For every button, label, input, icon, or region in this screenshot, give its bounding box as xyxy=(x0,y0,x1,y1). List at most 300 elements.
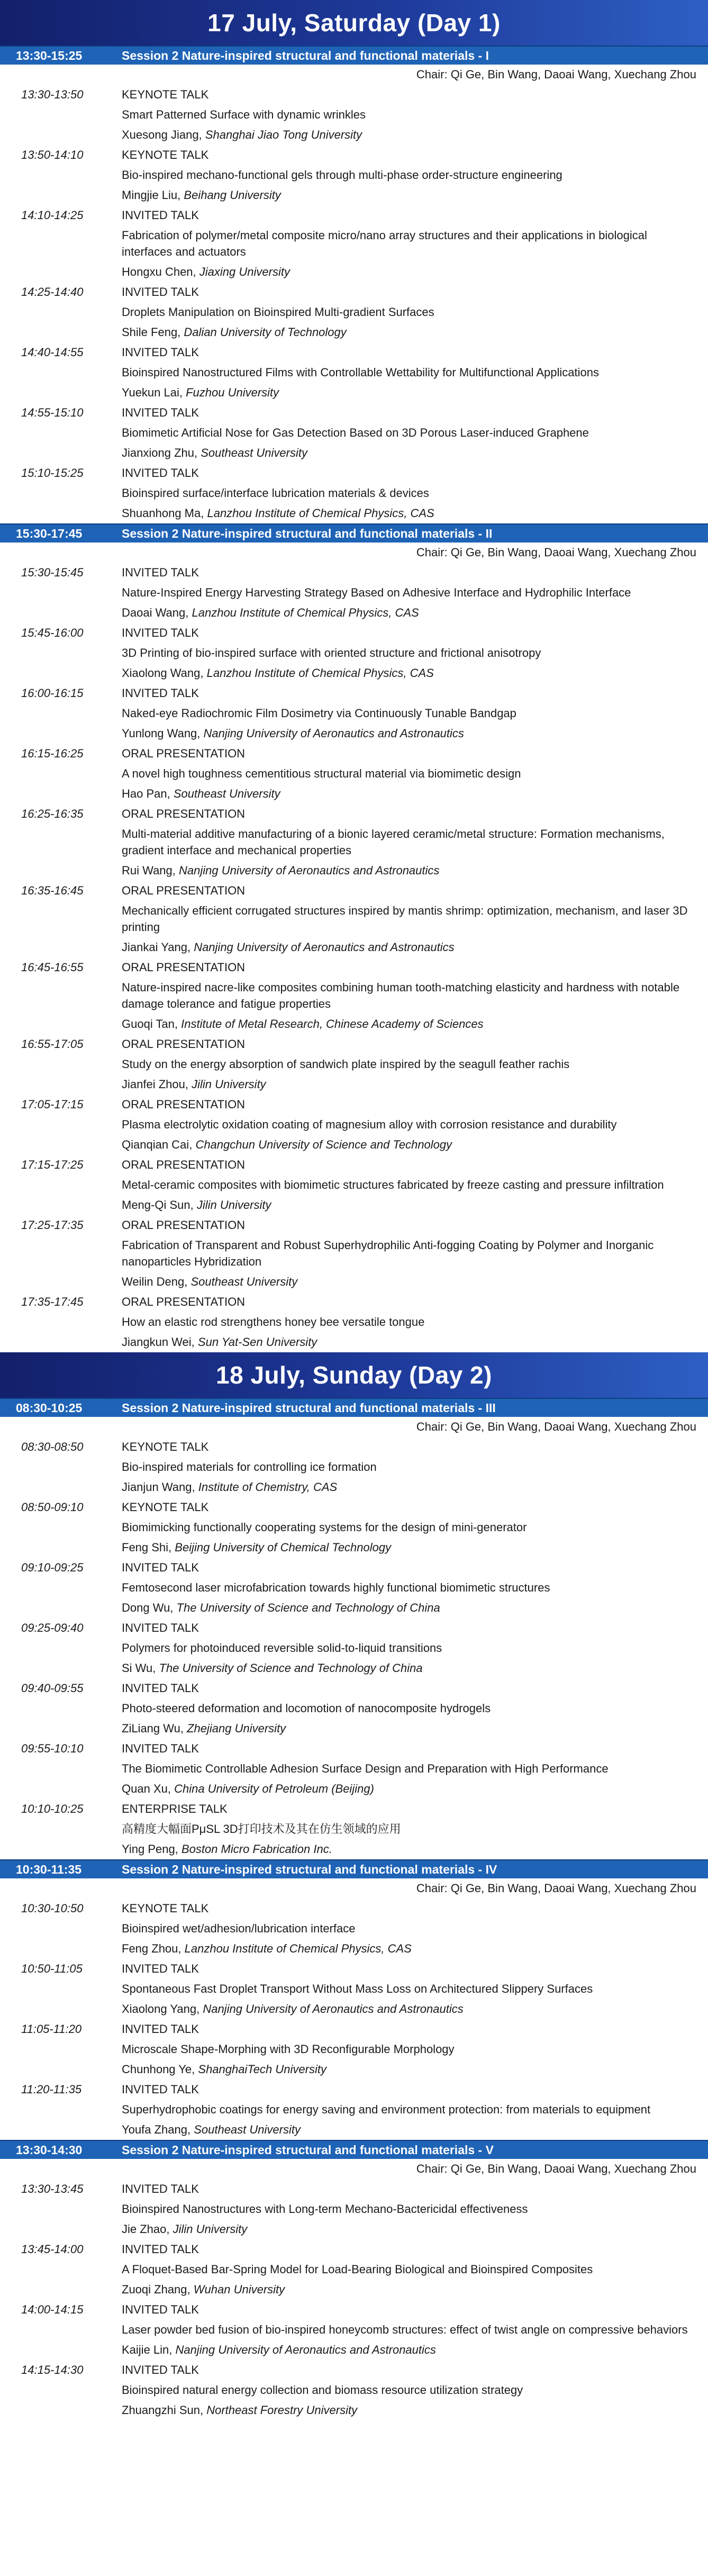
speaker-name: Xiaolong Wang, xyxy=(122,666,204,680)
speaker-affiliation: Beijing University of Chemical Technology xyxy=(175,1541,392,1554)
talk-title: Fabrication of Transparent and Robust Superhydrophilic Anti-fogging Coating by Polymer and Inorganic nanoparticles Hybridization xyxy=(122,1239,654,1268)
talk-speaker xyxy=(122,1658,697,1678)
talk-body xyxy=(122,1155,708,1215)
talk-type: INVITED TALK xyxy=(122,406,199,419)
talk-type: INVITED TALK xyxy=(122,1561,199,1574)
talk-row xyxy=(0,563,708,623)
talk-body xyxy=(122,342,708,403)
talk-speaker xyxy=(122,443,697,463)
talk-speaker xyxy=(122,1779,697,1799)
speaker-affiliation: Lanzhou Institute of Chemical Physics, CAS xyxy=(184,1942,412,1955)
talk-title: Nature-inspired nacre-like composites combining human tooth-matching elasticity and hardness with notable damage tolerance and fatigue properties xyxy=(122,981,680,1010)
talk-type: INVITED TALK xyxy=(122,2022,199,2036)
talk-type: ORAL PRESENTATION xyxy=(122,884,246,897)
talk-title: Femtosecond laser microfabrication towards highly functional biomimetic structures xyxy=(122,1581,550,1594)
talk-body xyxy=(122,1899,708,1959)
talk-row xyxy=(0,85,708,145)
speaker-name: Rui Wang, xyxy=(122,864,176,877)
talk-title: Photo-steered deformation and locomotion of nanocomposite hydrogels xyxy=(122,1702,491,1715)
talk-time: 11:20-11:35 xyxy=(21,2083,82,2096)
talk-body xyxy=(122,1034,708,1095)
talk-body xyxy=(122,563,708,623)
speaker-name: Jianxiong Zhu, xyxy=(122,446,198,459)
talk-speaker xyxy=(122,2059,697,2080)
speaker-affiliation: Lanzhou Institute of Chemical Physics, CAS xyxy=(192,606,419,619)
speaker-affiliation: Institute of Chemistry, CAS xyxy=(198,1480,338,1494)
talk-title: Droplets Manipulation on Bioinspired Multi-gradient Surfaces xyxy=(122,305,434,319)
talk-title: Metal-ceramic composites with biomimetic structures fabricated by freeze casting and pressure infiltration xyxy=(122,1178,664,1191)
talk-speaker xyxy=(122,1135,697,1155)
talk-time: 15:30-15:45 xyxy=(21,566,84,579)
speaker-name: Jiankai Yang, xyxy=(122,941,191,954)
talk-time: 15:45-16:00 xyxy=(21,626,84,639)
talk-row xyxy=(0,282,708,342)
talk-body xyxy=(122,1799,708,1859)
talk-row xyxy=(0,2300,708,2360)
talk-type: INVITED TALK xyxy=(122,209,199,222)
talk-row xyxy=(0,1558,708,1618)
speaker-name: Si Wu, xyxy=(122,1661,156,1675)
talk-body xyxy=(122,1497,708,1558)
talk-time: 10:50-11:05 xyxy=(21,1962,83,1975)
speaker-name: Qianqian Cai, xyxy=(122,1138,193,1151)
talk-body xyxy=(122,804,708,881)
talk-time: 09:55-10:10 xyxy=(21,1742,84,1755)
talk-row xyxy=(0,744,708,804)
talk-body xyxy=(122,957,708,1034)
talk-title: Plasma electrolytic oxidation coating of magnesium alloy with corrosion resistance and durability xyxy=(122,1118,617,1131)
speaker-name: Zhuangzhi Sun, xyxy=(122,2403,204,2417)
talk-type: INVITED TALK xyxy=(122,2363,199,2376)
talk-row xyxy=(0,1292,708,1352)
talk-type: ORAL PRESENTATION xyxy=(122,1295,246,1308)
talk-time: 09:25-09:40 xyxy=(21,1621,84,1634)
talk-type: ORAL PRESENTATION xyxy=(122,1158,246,1171)
speaker-name: Zuoqi Zhang, xyxy=(122,2283,190,2296)
talk-body xyxy=(122,623,708,683)
speaker-name: Weilin Deng, xyxy=(122,1275,188,1288)
talk-title: A Floquet-Based Bar-Spring Model for Load-Bearing Biological and Bioinspired Composites xyxy=(122,2263,593,2276)
talk-type: INVITED TALK xyxy=(122,2303,199,2316)
talk-type: INVITED TALK xyxy=(122,626,199,639)
speaker-name: Daoai Wang, xyxy=(122,606,189,619)
talk-speaker xyxy=(122,503,697,523)
talk-body xyxy=(122,282,708,342)
speaker-affiliation: Institute of Metal Research, Chinese Academy of Sciences xyxy=(181,1017,484,1031)
talk-row xyxy=(0,623,708,683)
talk-row xyxy=(0,881,708,957)
talk-speaker xyxy=(122,1332,697,1352)
talk-time: 16:00-16:15 xyxy=(21,686,84,700)
talk-type: INVITED TALK xyxy=(122,285,199,299)
talk-speaker xyxy=(122,2280,697,2300)
talk-body xyxy=(122,1739,708,1799)
talk-time: 16:35-16:45 xyxy=(21,884,84,897)
speaker-name: Feng Shi, xyxy=(122,1541,172,1554)
talk-title: Laser powder bed fusion of bio-inspired honeycomb structures: effect of twist angle on compressive behaviors xyxy=(122,2323,688,2336)
session-bar xyxy=(0,1859,708,1878)
speaker-affiliation: Beihang University xyxy=(184,188,281,202)
talk-title: Bio-inspired mechano-functional gels through multi-phase order-structure engineering xyxy=(122,168,562,182)
speaker-affiliation: Lanzhou Institute of Chemical Physics, CAS xyxy=(207,507,434,520)
talk-type: ORAL PRESENTATION xyxy=(122,747,246,760)
speaker-name: Shuanhong Ma, xyxy=(122,507,204,520)
talk-time: 09:40-09:55 xyxy=(21,1682,84,1695)
talk-title: Multi-material additive manufacturing of a bionic layered ceramic/metal structure: Formation mechanisms, gradient interface and mechanical properties xyxy=(122,827,665,857)
day-sessions xyxy=(0,46,708,1352)
talk-body xyxy=(122,2019,708,2080)
talk-speaker xyxy=(122,1272,697,1292)
speaker-affiliation: Nanjing University of Aeronautics and Astronautics xyxy=(179,864,440,877)
talk-row xyxy=(0,1899,708,1959)
talk-time: 13:30-13:50 xyxy=(21,88,84,101)
talk-time: 08:30-08:50 xyxy=(21,1440,84,1453)
talk-body xyxy=(122,1678,708,1739)
talk-row xyxy=(0,463,708,523)
talk-row xyxy=(0,2360,708,2420)
speaker-name: ZiLiang Wu, xyxy=(122,1722,184,1735)
talk-time: 16:15-16:25 xyxy=(21,747,84,760)
speaker-name: Xuesong Jiang, xyxy=(122,128,202,141)
talk-row xyxy=(0,1034,708,1095)
talk-type: INVITED TALK xyxy=(122,686,199,700)
talk-speaker xyxy=(122,937,697,957)
day-header xyxy=(0,0,708,46)
talk-speaker xyxy=(122,383,697,403)
talk-body xyxy=(122,85,708,145)
talk-row xyxy=(0,205,708,282)
talk-title: Biomimetic Artificial Nose for Gas Detection Based on 3D Porous Laser-induced Graphene xyxy=(122,426,589,439)
talk-row xyxy=(0,1215,708,1292)
talk-body xyxy=(122,881,708,957)
session-block xyxy=(0,46,708,523)
talk-list xyxy=(0,85,708,523)
talk-body xyxy=(122,2300,708,2360)
talk-row xyxy=(0,1437,708,1497)
talk-time: 13:30-13:45 xyxy=(21,2182,84,2195)
session-block xyxy=(0,1398,708,1859)
talk-speaker xyxy=(122,2120,697,2140)
talk-row xyxy=(0,2239,708,2300)
talk-time: 16:25-16:35 xyxy=(21,807,84,820)
talk-speaker xyxy=(122,861,697,881)
talk-type: ORAL PRESENTATION xyxy=(122,1098,246,1111)
talk-body xyxy=(122,1959,708,2019)
talk-body xyxy=(122,2360,708,2420)
talk-time: 16:55-17:05 xyxy=(21,1037,84,1051)
session-chair: Chair: Qi Ge, Bin Wang, Daoai Wang, Xuechang Zhou xyxy=(416,68,696,81)
talk-time: 16:45-16:55 xyxy=(21,961,84,974)
talk-title: Naked-eye Radiochromic Film Dosimetry via Continuously Tunable Bandgap xyxy=(122,707,516,720)
talk-time: 08:50-09:10 xyxy=(21,1501,84,1514)
talk-body xyxy=(122,1558,708,1618)
talk-type: INVITED TALK xyxy=(122,1682,199,1695)
talk-speaker xyxy=(122,603,697,623)
speaker-name: Mingjie Liu, xyxy=(122,188,181,202)
day-title: 17 July, Saturday (Day 1) xyxy=(207,9,501,37)
talk-speaker xyxy=(122,1014,697,1034)
speaker-affiliation: Nanjing University of Aeronautics and Astronautics xyxy=(175,2343,436,2356)
talk-type: INVITED TALK xyxy=(122,1962,199,1975)
talk-body xyxy=(122,1437,708,1497)
speaker-name: Feng Zhou, xyxy=(122,1942,181,1955)
talk-time: 13:50-14:10 xyxy=(21,148,84,161)
talk-title: Microscale Shape-Morphing with 3D Reconfigurable Morphology xyxy=(122,2042,455,2056)
session-title: Session 2 Nature-inspired structural and functional materials - III xyxy=(122,1400,496,1415)
session-block xyxy=(0,523,708,1352)
session-bar xyxy=(0,46,708,65)
talk-body xyxy=(122,2080,708,2140)
talk-type: ORAL PRESENTATION xyxy=(122,1037,246,1051)
talk-list xyxy=(0,563,708,1352)
talk-time: 09:10-09:25 xyxy=(21,1561,84,1574)
speaker-affiliation: Southeast University xyxy=(190,1275,298,1288)
speaker-name: Quan Xu, xyxy=(122,1782,171,1795)
talk-speaker xyxy=(122,663,697,683)
speaker-affiliation: The University of Science and Technology of China xyxy=(159,1661,423,1675)
speaker-affiliation: Changchun University of Science and Technology xyxy=(195,1138,452,1151)
talk-list xyxy=(0,2179,708,2420)
session-time: 13:30-15:25 xyxy=(16,48,83,62)
talk-type: INVITED TALK xyxy=(122,1742,199,1755)
session-title: Session 2 Nature-inspired structural and functional materials - IV xyxy=(122,1862,497,1876)
talk-row xyxy=(0,1497,708,1558)
session-chair: Chair: Qi Ge, Bin Wang, Daoai Wang, Xuechang Zhou xyxy=(416,1420,696,1433)
talk-body xyxy=(122,1215,708,1292)
talk-time: 10:10-10:25 xyxy=(21,1802,84,1815)
talk-time: 17:25-17:35 xyxy=(21,1218,84,1232)
talk-type: INVITED TALK xyxy=(122,2083,199,2096)
session-bar xyxy=(0,2140,708,2159)
talk-title: 高精度大幅面PμSL 3D打印技术及其在仿生领域的应用 xyxy=(122,1822,401,1836)
talk-type: KEYNOTE TALK xyxy=(122,148,209,161)
talk-list xyxy=(0,1899,708,2140)
speaker-name: Hao Pan, xyxy=(122,787,170,800)
talk-type: KEYNOTE TALK xyxy=(122,88,209,101)
talk-time: 17:05-17:15 xyxy=(21,1098,84,1111)
talk-body xyxy=(122,1292,708,1352)
talk-speaker xyxy=(122,1195,697,1215)
speaker-name: Jie Zhao, xyxy=(122,2222,170,2236)
talk-type: INVITED TALK xyxy=(122,2182,199,2195)
talk-title: Bioinspired Nanostructured Films with Controllable Wettability for Multifunctional Applications xyxy=(122,366,599,379)
talk-speaker xyxy=(122,125,697,145)
talk-time: 14:00-14:15 xyxy=(21,2303,84,2316)
talk-row xyxy=(0,1678,708,1739)
talk-speaker xyxy=(122,2219,697,2239)
talk-row xyxy=(0,1618,708,1678)
talk-type: KEYNOTE TALK xyxy=(122,1501,209,1514)
talk-title: Study on the energy absorption of sandwich plate inspired by the seagull feather rachis xyxy=(122,1057,570,1071)
session-title: Session 2 Nature-inspired structural and functional materials - II xyxy=(122,526,493,540)
talk-body xyxy=(122,2179,708,2239)
speaker-name: Yunlong Wang, xyxy=(122,727,201,740)
speaker-affiliation: Southeast University xyxy=(201,446,307,459)
talk-speaker xyxy=(122,185,697,205)
talk-time: 14:25-14:40 xyxy=(21,285,84,299)
talk-body xyxy=(122,683,708,744)
talk-row xyxy=(0,1739,708,1799)
speaker-name: Shile Feng, xyxy=(122,326,181,339)
talk-title: Bioinspired wet/adhesion/lubrication interface xyxy=(122,1922,356,1935)
session-chair: Chair: Qi Ge, Bin Wang, Daoai Wang, Xuechang Zhou xyxy=(416,2162,696,2175)
talk-speaker xyxy=(122,1074,697,1095)
speaker-name: Jiangkun Wei, xyxy=(122,1335,195,1349)
talk-type: ENTERPRISE TALK xyxy=(122,1802,228,1815)
talk-row xyxy=(0,2019,708,2080)
session-time: 10:30-11:35 xyxy=(16,1862,82,1876)
talk-title: Bioinspired Nanostructures with Long-term Mechano-Bactericidal effectiveness xyxy=(122,2202,528,2216)
speaker-affiliation: Nanjing University of Aeronautics and Astronautics xyxy=(194,941,455,954)
talk-title: The Biomimetic Controllable Adhesion Surface Design and Preparation with High Performance xyxy=(122,1762,609,1775)
talk-row xyxy=(0,957,708,1034)
speaker-name: Meng-Qi Sun, xyxy=(122,1198,194,1212)
talk-title: How an elastic rod strengthens honey bee versatile tongue xyxy=(122,1315,425,1328)
speaker-affiliation: Boston Micro Fabrication Inc. xyxy=(181,1842,332,1856)
talk-body xyxy=(122,205,708,282)
session-title: Session 2 Nature-inspired structural and functional materials - I xyxy=(122,48,489,62)
talk-title: Mechanically efficient corrugated structures inspired by mantis shrimp: optimization, mechanism, and laser 3D printing xyxy=(122,904,688,934)
talk-title: 3D Printing of bio-inspired surface with oriented structure and frictional anisotropy xyxy=(122,646,541,659)
talk-row xyxy=(0,2080,708,2140)
speaker-name: Dong Wu, xyxy=(122,1601,174,1614)
talk-type: INVITED TALK xyxy=(122,1621,199,1634)
talk-speaker xyxy=(122,724,697,744)
day-title: 18 July, Sunday (Day 2) xyxy=(216,1361,492,1389)
talk-time: 15:10-15:25 xyxy=(21,466,84,480)
speaker-affiliation: Sun Yat-Sen University xyxy=(197,1335,317,1349)
speaker-name: Jianjun Wang, xyxy=(122,1480,195,1494)
speaker-affiliation: Southeast University xyxy=(194,2123,301,2136)
talk-type: INVITED TALK xyxy=(122,2243,199,2256)
day-header xyxy=(0,1352,708,1398)
session-chair: Chair: Qi Ge, Bin Wang, Daoai Wang, Xuechang Zhou xyxy=(416,546,696,559)
talk-body xyxy=(122,1618,708,1678)
session-bar xyxy=(0,1398,708,1417)
session-block xyxy=(0,1859,708,2140)
talk-type: ORAL PRESENTATION xyxy=(122,961,246,974)
speaker-affiliation: Jilin University xyxy=(173,2222,248,2236)
talk-body xyxy=(122,403,708,463)
speaker-name: Jianfei Zhou, xyxy=(122,1078,188,1091)
talk-speaker xyxy=(122,1999,697,2019)
speaker-affiliation: ShanghaiTech University xyxy=(198,2063,326,2076)
speaker-name: Youfa Zhang, xyxy=(122,2123,191,2136)
speaker-affiliation: Wuhan University xyxy=(193,2283,285,2296)
talk-time: 17:15-17:25 xyxy=(21,1158,84,1171)
talk-title: Bio-inspired materials for controlling ice formation xyxy=(122,1460,377,1474)
speaker-affiliation: Fuzhou University xyxy=(186,386,279,399)
talk-time: 14:40-14:55 xyxy=(21,346,84,359)
talk-type: INVITED TALK xyxy=(122,346,199,359)
speaker-name: Ying Peng, xyxy=(122,1842,178,1856)
session-chair: Chair: Qi Ge, Bin Wang, Daoai Wang, Xuechang Zhou xyxy=(416,1882,696,1895)
talk-speaker xyxy=(122,2340,697,2360)
talk-title: Superhydrophobic coatings for energy saving and environment protection: from materials to equipment xyxy=(122,2103,651,2116)
talk-row xyxy=(0,1799,708,1859)
talk-speaker xyxy=(122,1839,697,1859)
talk-time: 14:55-15:10 xyxy=(21,406,84,419)
talk-speaker xyxy=(122,322,697,342)
talk-body xyxy=(122,744,708,804)
talk-row xyxy=(0,2179,708,2239)
talk-speaker xyxy=(122,1477,697,1497)
session-time: 08:30-10:25 xyxy=(16,1400,83,1415)
speaker-affiliation: Nanjing University of Aeronautics and Astronautics xyxy=(203,727,464,740)
day-sessions xyxy=(0,1398,708,2420)
talk-body xyxy=(122,1095,708,1155)
speaker-affiliation: Jiaxing University xyxy=(199,265,290,278)
talk-type: ORAL PRESENTATION xyxy=(122,807,246,820)
talk-title: Bioinspired natural energy collection and biomass resource utilization strategy xyxy=(122,2383,523,2397)
talk-title: A novel high toughness cementitious structural material via biomimetic design xyxy=(122,767,521,780)
speaker-name: Xiaolong Yang, xyxy=(122,2002,200,2015)
speaker-affiliation: Lanzhou Institute of Chemical Physics, CAS xyxy=(206,666,434,680)
talk-row xyxy=(0,342,708,403)
talk-body xyxy=(122,2239,708,2300)
talk-title: Biomimicking functionally cooperating systems for the design of mini-generator xyxy=(122,1521,527,1534)
speaker-name: Guoqi Tan, xyxy=(122,1017,178,1031)
talk-type: ORAL PRESENTATION xyxy=(122,1218,246,1232)
speaker-affiliation: The University of Science and Technology of China xyxy=(176,1601,440,1614)
talk-row xyxy=(0,403,708,463)
talk-type: INVITED TALK xyxy=(122,466,199,480)
speaker-affiliation: Jilin University xyxy=(196,1198,271,1212)
talk-speaker xyxy=(122,1939,697,1959)
session-bar xyxy=(0,523,708,543)
speaker-affiliation: China University of Petroleum (Beijing) xyxy=(174,1782,374,1795)
talk-speaker xyxy=(122,2400,697,2420)
talk-time: 14:10-14:25 xyxy=(21,209,84,222)
talk-title: Polymers for photoinduced reversible solid-to-liquid transitions xyxy=(122,1641,442,1655)
speaker-affiliation: Jilin University xyxy=(192,1078,266,1091)
speaker-affiliation: Zhejiang University xyxy=(187,1722,286,1735)
speaker-name: Kaijie Lin, xyxy=(122,2343,173,2356)
talk-time: 17:35-17:45 xyxy=(21,1295,84,1308)
talk-time: 13:45-14:00 xyxy=(21,2243,84,2256)
session-time: 15:30-17:45 xyxy=(16,526,83,540)
talk-list xyxy=(0,1437,708,1859)
talk-speaker xyxy=(122,1538,697,1558)
talk-type: INVITED TALK xyxy=(122,566,199,579)
talk-row xyxy=(0,1095,708,1155)
talk-title: Bioinspired surface/interface lubrication materials & devices xyxy=(122,486,429,500)
speaker-affiliation: Northeast Forestry University xyxy=(206,2403,358,2417)
talk-row xyxy=(0,683,708,744)
talk-type: KEYNOTE TALK xyxy=(122,1902,209,1915)
day-block xyxy=(0,1352,708,2420)
speaker-affiliation: Dalian University of Technology xyxy=(184,326,347,339)
speaker-name: Hongxu Chen, xyxy=(122,265,196,278)
session-title: Session 2 Nature-inspired structural and functional materials - V xyxy=(122,2143,494,2157)
speaker-affiliation: Southeast University xyxy=(173,787,280,800)
session-time: 13:30-14:30 xyxy=(16,2143,83,2157)
talk-row xyxy=(0,145,708,205)
talk-time: 10:30-10:50 xyxy=(21,1902,84,1915)
talk-time: 14:15-14:30 xyxy=(21,2363,84,2376)
talk-time: 11:05-11:20 xyxy=(21,2022,82,2036)
talk-speaker xyxy=(122,784,697,804)
talk-type: KEYNOTE TALK xyxy=(122,1440,209,1453)
speaker-name: Yuekun Lai, xyxy=(122,386,183,399)
talk-speaker xyxy=(122,1598,697,1618)
talk-speaker xyxy=(122,262,697,282)
talk-body xyxy=(122,145,708,205)
speaker-name: Chunhong Ye, xyxy=(122,2063,195,2076)
talk-speaker xyxy=(122,1719,697,1739)
talk-title: Nature-Inspired Energy Harvesting Strategy Based on Adhesive Interface and Hydrophilic Interface xyxy=(122,586,631,599)
talk-body xyxy=(122,463,708,523)
